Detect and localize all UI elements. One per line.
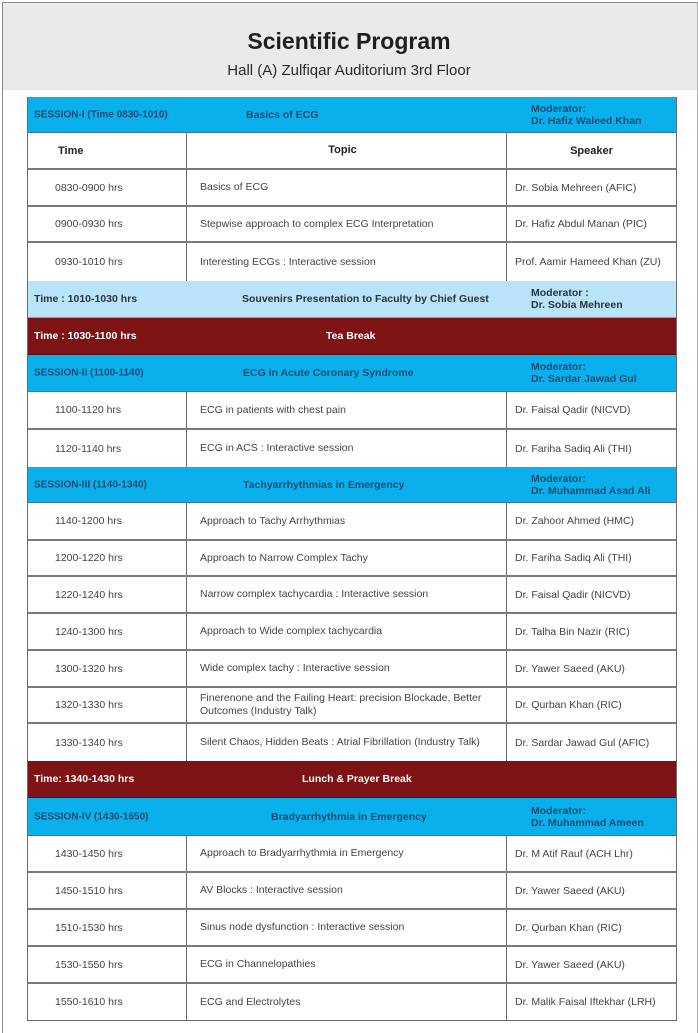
talk-topic: Finerenone and the Failing Heart: precision Blockade, Better Outcomes (Industry Talk) bbox=[187, 688, 507, 722]
souvenirs-time: Time : 1010-1030 hrs bbox=[34, 293, 138, 305]
session-label: SESSION-II (1100-1140) bbox=[34, 367, 144, 379]
session-label: SESSION-IV (1430-1650) bbox=[34, 811, 149, 822]
tea-break-band bbox=[28, 318, 676, 355]
talk-speaker: Dr. Yawer Saeed (AKU) bbox=[515, 662, 625, 675]
souvenirs-moderator bbox=[531, 287, 623, 311]
talk-speaker: Dr. Faisal Qadir (NICVD) bbox=[515, 588, 631, 601]
talk-time: 0830-0900 hrs bbox=[28, 170, 187, 205]
table-row bbox=[28, 614, 676, 651]
talk-speaker: Dr. Talha Bin Nazir (RIC) bbox=[515, 625, 630, 638]
table-row bbox=[28, 577, 676, 614]
talk-time: 1140-1200 hrs bbox=[28, 503, 187, 539]
table-row bbox=[28, 541, 676, 577]
talk-topic: Wide complex tachy : Interactive session bbox=[187, 651, 507, 686]
program-table bbox=[27, 97, 677, 1021]
talk-time: 1530-1550 hrs bbox=[28, 947, 187, 982]
talk-topic: Narrow complex tachycardia : Interactive session bbox=[187, 577, 507, 612]
talk-speaker: Dr. Yawer Saeed (AKU) bbox=[515, 884, 625, 897]
moderator-name: Dr. Sobia Mehreen bbox=[531, 299, 623, 311]
table-row bbox=[28, 430, 676, 467]
talk-speaker: Dr. Yawer Saeed (AKU) bbox=[515, 958, 625, 971]
talk-speaker: Dr. Fariha Sadiq Ali (THI) bbox=[515, 442, 632, 455]
talk-time: 0930-1010 hrs bbox=[28, 243, 187, 281]
table-row bbox=[28, 947, 676, 984]
talk-speaker: Dr. Zahoor Ahmed (HMC) bbox=[515, 515, 635, 527]
talk-time: 1300-1320 hrs bbox=[28, 651, 187, 686]
table-row bbox=[28, 503, 676, 541]
talk-topic: Stepwise approach to complex ECG Interpretation bbox=[187, 207, 507, 241]
table-row bbox=[28, 910, 676, 947]
column-header-time: Time bbox=[28, 133, 187, 168]
table-row bbox=[28, 688, 676, 724]
column-header-row bbox=[28, 133, 676, 170]
table-row bbox=[28, 651, 676, 688]
session-label: SESSION-III (1140-1340) bbox=[34, 479, 147, 490]
souvenirs-title: Souvenirs Presentation to Faculty by Chief Guest bbox=[242, 293, 489, 305]
moderator-label: Moderator: bbox=[531, 361, 586, 373]
talk-time: 1320-1330 hrs bbox=[28, 688, 187, 722]
talk-time: 1330-1340 hrs bbox=[28, 724, 187, 761]
session-moderator bbox=[531, 361, 637, 385]
talk-topic: ECG in ACS : Interactive session bbox=[187, 430, 507, 467]
table-row bbox=[28, 170, 676, 207]
session-title: Basics of ECG bbox=[246, 108, 319, 121]
talk-speaker: Dr. Fariha Sadiq Ali (THI) bbox=[515, 552, 632, 564]
talk-speaker: Dr. Hafiz Abdul Manan (PIC) bbox=[515, 218, 647, 230]
table-row bbox=[28, 724, 676, 761]
souvenirs-band bbox=[28, 281, 676, 318]
session-moderator bbox=[531, 473, 650, 497]
page-subtitle: Hall (A) Zulfiqar Auditorium 3rd Floor bbox=[227, 62, 471, 79]
talk-topic: AV Blocks : Interactive session bbox=[187, 873, 507, 908]
talk-topic: Basics of ECG bbox=[187, 170, 507, 205]
moderator-label: Moderator : bbox=[531, 287, 589, 299]
column-header-speaker: Speaker bbox=[570, 144, 613, 157]
moderator-name: Dr. Muhammad Ameen bbox=[531, 816, 644, 829]
talk-time: 1100-1120 hrs bbox=[28, 392, 187, 428]
talk-time: 1430-1450 hrs bbox=[28, 836, 187, 871]
session-moderator bbox=[531, 103, 641, 127]
talk-speaker: Dr. Faisal Qadir (NICVD) bbox=[515, 404, 631, 416]
tea-break-title: Tea Break bbox=[326, 330, 376, 342]
talk-topic: ECG in Channelopathies bbox=[187, 947, 507, 982]
talk-topic: ECG and Electrolytes bbox=[187, 984, 507, 1020]
talk-topic: Silent Chaos, Hidden Beats : Atrial Fibrillation (Industry Talk) bbox=[187, 724, 507, 761]
talk-topic: Approach to Tachy Arrhythmias bbox=[187, 503, 507, 539]
talk-time: 1550-1610 hrs bbox=[28, 984, 187, 1020]
talk-time: 1450-1510 hrs bbox=[28, 873, 187, 908]
session-label: SESSION-I (Time 0830-1010) bbox=[34, 109, 168, 120]
talk-time: 1510-1530 hrs bbox=[28, 910, 187, 945]
talk-speaker: Dr. Malik Faisal Iftekhar (LRH) bbox=[515, 996, 656, 1008]
session-header bbox=[28, 355, 676, 392]
talk-time: 1220-1240 hrs bbox=[28, 577, 187, 612]
talk-time: 1240-1300 hrs bbox=[28, 614, 187, 649]
lunch-break-band bbox=[28, 761, 676, 798]
moderator-label: Moderator: bbox=[531, 472, 586, 485]
table-row bbox=[28, 873, 676, 910]
talk-speaker: Prof. Aamir Hameed Khan (ZU) bbox=[515, 256, 661, 268]
talk-time: 1120-1140 hrs bbox=[28, 430, 187, 467]
talk-topic: ECG in patients with chest pain bbox=[187, 392, 507, 428]
table-row bbox=[28, 836, 676, 873]
talk-speaker: Dr. Qurban Khan (RIC) bbox=[515, 921, 622, 934]
session-title: Bradyarrhythmia in Emergency bbox=[271, 810, 427, 823]
talk-speaker: Dr. Sardar Jawad Gul (AFIC) bbox=[515, 736, 650, 749]
moderator-name: Dr. Muhammad Asad Ali bbox=[531, 484, 651, 497]
moderator-name: Dr. Sardar Jawad Gul bbox=[531, 373, 637, 385]
session-title: Tachyarrhythmias in Emergency bbox=[243, 478, 405, 491]
talk-speaker: Dr. Sobia Mehreen (AFIC) bbox=[515, 181, 637, 194]
talk-topic: Approach to Narrow Complex Tachy bbox=[187, 541, 507, 575]
table-row bbox=[28, 207, 676, 243]
session-header bbox=[28, 97, 676, 133]
talk-topic: Sinus node dysfunction : Interactive session bbox=[187, 910, 507, 945]
page-title: Scientific Program bbox=[247, 28, 451, 54]
moderator-label: Moderator: bbox=[531, 102, 586, 115]
moderator-label: Moderator: bbox=[531, 804, 586, 817]
talk-topic: Approach to Wide complex tachycardia bbox=[187, 614, 507, 649]
tea-break-time: Time : 1030-1100 hrs bbox=[34, 330, 137, 342]
table-row bbox=[28, 243, 676, 281]
moderator-name: Dr. Hafiz Waleed Khan bbox=[531, 114, 642, 127]
talk-speaker: Dr. Qurban Khan (RIC) bbox=[515, 699, 622, 711]
session-header bbox=[28, 798, 676, 836]
talk-time: 1200-1220 hrs bbox=[28, 541, 187, 575]
talk-speaker: Dr. M Atif Rauf (ACH Lhr) bbox=[515, 847, 633, 860]
session-title: ECG in Acute Coronary Syndrome bbox=[243, 367, 414, 379]
table-row bbox=[28, 984, 676, 1020]
session-header bbox=[28, 467, 676, 503]
talk-topic: Approach to Bradyarrhythmia in Emergency bbox=[187, 836, 507, 871]
column-header-topic: Topic bbox=[187, 133, 507, 168]
lunch-break-time: Time: 1340-1430 hrs bbox=[34, 773, 135, 785]
talk-topic: Interesting ECGs : Interactive session bbox=[187, 243, 507, 281]
talk-time: 0900-0930 hrs bbox=[28, 207, 187, 241]
table-row bbox=[28, 392, 676, 430]
lunch-break-title: Lunch & Prayer Break bbox=[302, 773, 412, 785]
session-moderator bbox=[531, 805, 644, 829]
